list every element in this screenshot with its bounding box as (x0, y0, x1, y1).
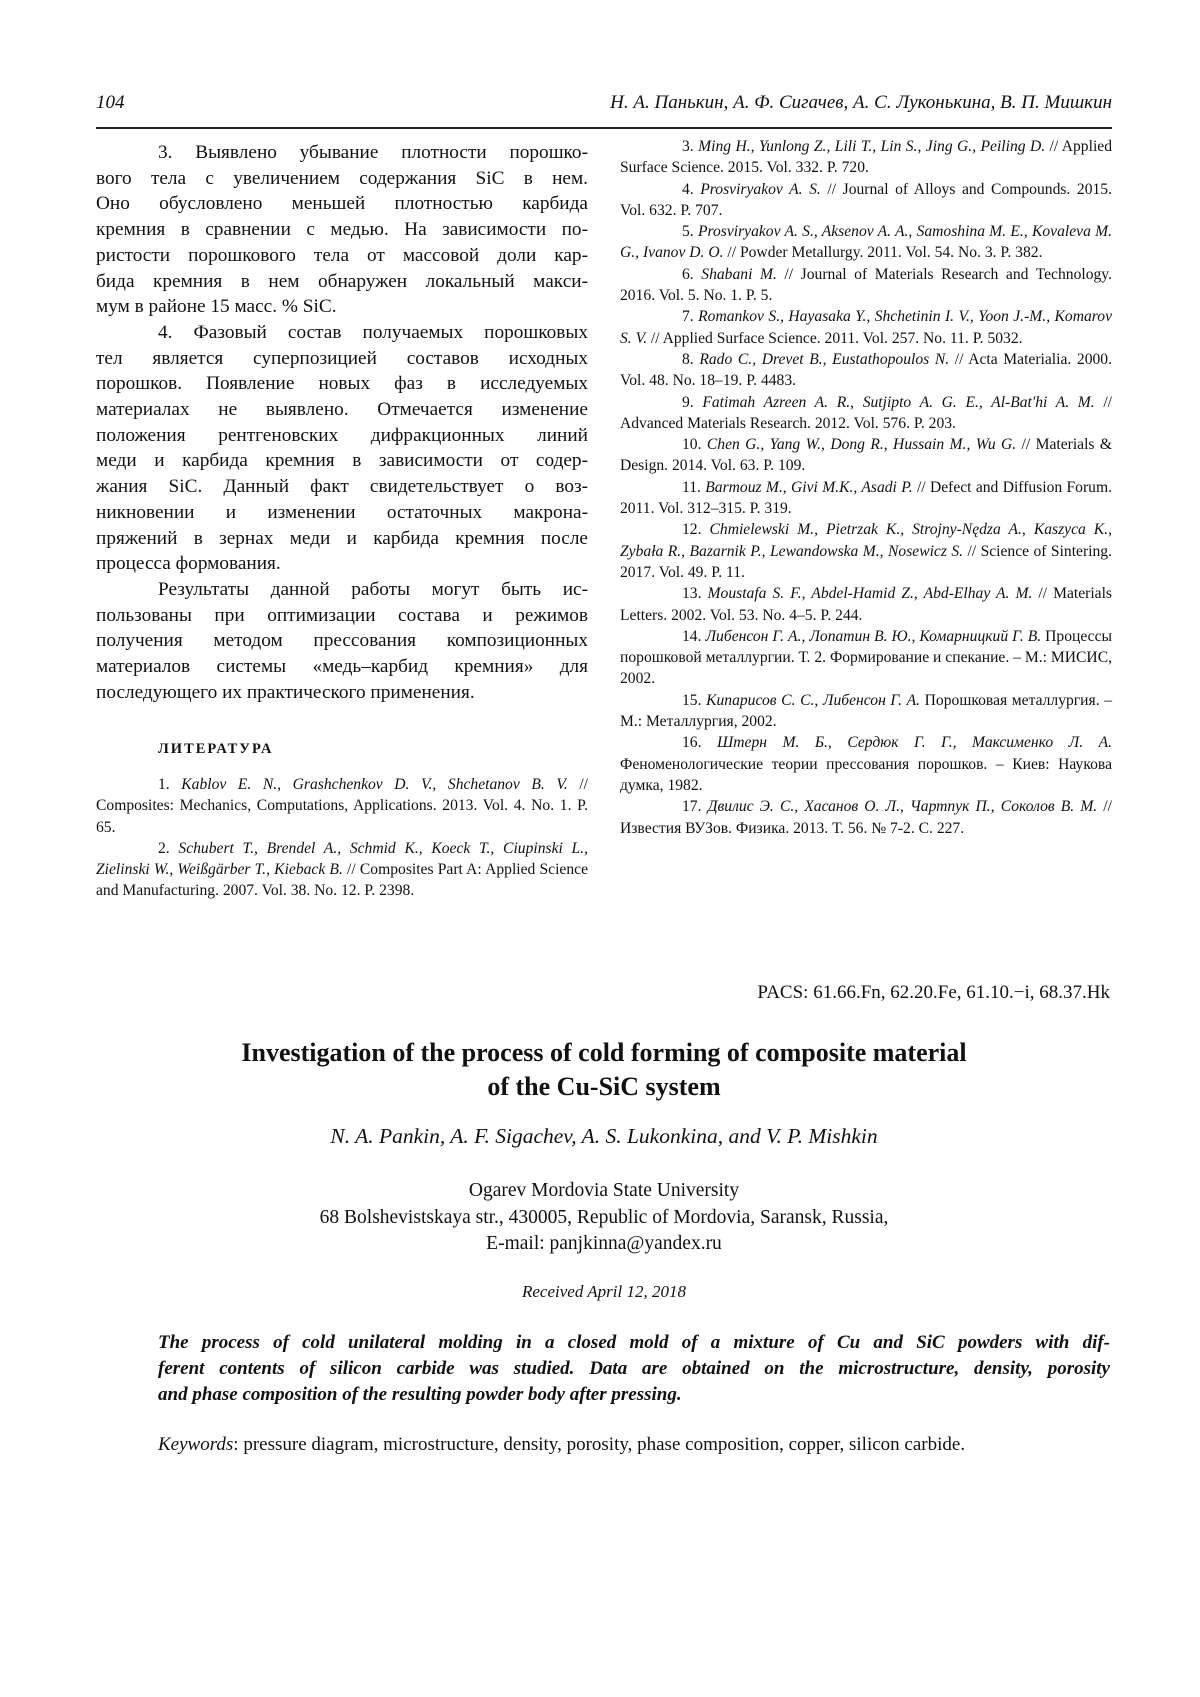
reference-number: 5. (682, 223, 694, 240)
text-line: процесса формования. (96, 551, 588, 577)
keywords-label: Keywords (158, 1434, 233, 1455)
reference-source: // Journal of Alloys and Compounds. 2015. Vol. 632. P. 707. (620, 181, 1112, 219)
reference-number: 3. (682, 138, 694, 155)
reference-source: // Composites: Mechanics, Computations, Applications. 2013. Vol. 4. No. 1. P. 65. (96, 776, 588, 836)
reference-item (96, 838, 588, 902)
affiliation-name: Ogarev Mordovia State University (96, 1178, 1112, 1205)
text-line: никновении и изменении остаточных макрона- (96, 500, 588, 526)
reference-source: Процессы порошковой металлургии. Т. 2. Формирование и спекание. – М.: МИСИС, 2002. (620, 628, 1112, 688)
text-line: жания SiC. Данный факт свидетельствует о воз- (96, 474, 588, 500)
reference-source: // Defect and Diffusion Forum. 2011. Vol. 312–315. P. 319. (620, 479, 1112, 517)
running-header-authors: Н. А. Панькин, А. Ф. Сигачев, А. С. Луконькина, В. П. Мишкин (610, 92, 1112, 114)
text-line: положения рентгеновских дифракционных линий (96, 423, 588, 449)
references-list-right (620, 136, 1112, 839)
reference-source: Порошковая металлургия. – М.: Металлургия, 2002. (620, 692, 1112, 730)
reference-item (620, 179, 1112, 222)
reference-item (620, 221, 1112, 264)
text-line: пряжений в зернах меди и карбида кремния после (96, 526, 588, 552)
reference-item (620, 519, 1112, 583)
reference-number: 7. (682, 308, 694, 325)
reference-item (620, 264, 1112, 307)
reference-item (620, 349, 1112, 392)
reference-number: 2. (158, 840, 170, 857)
article-title (96, 1036, 1112, 1104)
affiliation-address: 68 Bolshevistskaya str., 430005, Republic of Mordovia, Saransk, Russia, (96, 1205, 1112, 1232)
affiliation-email: E-mail: panjkinna@yandex.ru (96, 1231, 1112, 1258)
received-date: Received April 12, 2018 (96, 1282, 1112, 1302)
reference-source: // Powder Metallurgy. 2011. Vol. 54. No. 3. P. 382. (724, 244, 1043, 261)
abstract-line: ferent contents of silicon carbide was studied. Data are obtained on the microstructure, density, porosity (158, 1356, 1110, 1382)
reference-item (620, 583, 1112, 626)
reference-authors: Shabani M. (701, 266, 777, 283)
reference-source: // Journal of Materials Research and Technology. 2016. Vol. 5. No. 1. P. 5. (620, 266, 1112, 304)
page-number: 104 (96, 92, 125, 114)
text-line: кремния в сравнении с медью. На зависимости по- (96, 217, 588, 243)
text-line: 4. Фазовый состав получаемых порошковых (96, 320, 588, 346)
reference-item (620, 392, 1112, 435)
abstract (158, 1330, 1110, 1408)
references-heading: ЛИТЕРАТУРА (158, 741, 273, 758)
reference-authors: Schubert T., Brendel A., Schmid K., Koeck T., Ciupinski L., Zielinski W., Weißgärber T., Kieback B. (96, 840, 588, 878)
text-line: ристости порошкового тела от массовой доли кар- (96, 243, 588, 269)
reference-item (620, 434, 1112, 477)
text-line: порошков. Появление новых фаз в исследуемых (96, 371, 588, 397)
reference-number: 6. (682, 266, 694, 283)
reference-authors: Prosviryakov A. S. (700, 181, 821, 198)
reference-number: 14. (682, 628, 702, 645)
reference-number: 4. (682, 181, 694, 198)
reference-item (620, 796, 1112, 839)
reference-number: 12. (682, 521, 702, 538)
reference-authors: Chen G., Yang W., Dong R., Hussain M., Wu G. (707, 436, 1016, 453)
reference-authors: Кипарисов С. С., Либенсон Г. А. (706, 692, 920, 709)
reference-number: 11. (682, 479, 701, 496)
reference-authors: Chmielewski M., Pietrzak K., Strojny-Nędza A., Kaszyca K., Zybała R., Bazarnik P., Lewandowska M., Nosewicz S. (620, 521, 1112, 559)
abstract-line: and phase composition of the resulting powder body after pressing. (158, 1382, 1110, 1408)
title-line: of the Cu-SiC system (96, 1070, 1112, 1104)
reference-source: // Materials Letters. 2002. Vol. 53. No. 4–5. P. 244. (620, 585, 1112, 623)
text-line: пользованы при оптимизации состава и режимов (96, 603, 588, 629)
keywords (158, 1434, 1118, 1456)
reference-source: // Applied Surface Science. 2015. Vol. 332. P. 720. (620, 138, 1112, 176)
reference-authors: Fatimah Azreen A. R., Sutjipto A. G. E., Al-Bat'hi A. M. (702, 394, 1094, 411)
text-line: получения методом прессования композиционных (96, 628, 588, 654)
text-line: меди и карбида кремния в зависимости от содер- (96, 448, 588, 474)
text-line: последующего их практического применения. (96, 680, 588, 706)
text-line: материалах не выявлено. Отмечается изменение (96, 397, 588, 423)
affiliation (96, 1178, 1112, 1258)
reference-authors: Kablov E. N., Grashchenkov D. V., Shchetanov B. V. (181, 776, 567, 793)
text-line: материалов системы «медь–карбид кремния» для (96, 654, 588, 680)
text-line: бида кремния в нем обнаружен локальный макси- (96, 269, 588, 295)
reference-item (96, 774, 588, 838)
pacs-codes: PACS: 61.66.Fn, 62.20.Fe, 61.10.−i, 68.37.Hk (757, 982, 1110, 1004)
text-line: вого тела с увеличением содержания SiC в нем. (96, 166, 588, 192)
reference-authors: Штерн М. Б., Сердюк Г. Г., Максименко Л. А. (717, 734, 1112, 751)
text-line: Оно обусловлено меньшей плотностью карбида (96, 191, 588, 217)
reference-authors: Romankov S., Hayasaka Y., Shchetinin I. V., Yoon J.-M., Komarov S. V. (620, 308, 1112, 346)
abstract-line: The process of cold unilateral molding in a closed mold of a mixture of Cu and SiC powders with dif- (158, 1330, 1110, 1356)
reference-source: // Materials & Design. 2014. Vol. 63. P. 109. (620, 436, 1112, 474)
reference-item (620, 690, 1112, 733)
reference-authors: Moustafa S. F., Abdel-Hamid Z., Abd-Elhay A. M. (708, 585, 1033, 602)
reference-source: Феноменологические теории прессования порошков. – Киев: Наукова думка, 1982. (620, 756, 1112, 794)
text-line: мум в районе 15 масс. % SiC. (96, 294, 588, 320)
references-list-left (96, 774, 588, 902)
article-authors: N. A. Pankin, A. F. Sigachev, A. S. Lukonkina, and V. P. Mishkin (96, 1124, 1112, 1149)
reference-source: // Science of Sintering. 2017. Vol. 49. P. 11. (620, 543, 1112, 581)
reference-number: 8. (682, 351, 694, 368)
text-line: тел является суперпозицией составов исходных (96, 346, 588, 372)
reference-item (620, 626, 1112, 690)
reference-authors: Двилис Э. С., Хасанов О. Л., Чартпук П., Соколов В. М. (708, 798, 1098, 815)
header-divider (96, 127, 1112, 129)
title-line: Investigation of the process of cold forming of composite material (96, 1036, 1112, 1070)
text-line: Результаты данной работы могут быть ис- (96, 577, 588, 603)
reference-number: 15. (682, 692, 702, 709)
text-line: 3. Выявлено убывание плотности порошко- (96, 140, 588, 166)
reference-authors: Rado C., Drevet B., Eustathopoulos N. (699, 351, 949, 368)
reference-number: 17. (682, 798, 702, 815)
keywords-list: : pressure diagram, microstructure, density, porosity, phase composition, copper, silicon carbide. (233, 1434, 965, 1455)
reference-source: // Advanced Materials Research. 2012. Vol. 576. P. 203. (620, 394, 1112, 432)
reference-source: // Известия ВУЗов. Физика. 2013. Т. 56. № 7-2. С. 227. (620, 798, 1112, 836)
reference-source: // Composites Part A: Applied Science and Manufacturing. 2007. Vol. 38. No. 12. P. 2398. (96, 861, 588, 899)
reference-item (620, 732, 1112, 796)
reference-number: 16. (682, 734, 702, 751)
reference-source: // Applied Surface Science. 2011. Vol. 257. No. 11. P. 5032. (647, 330, 1023, 347)
reference-authors: Либенсон Г. А., Лопатин В. Ю., Комарницкий Г. В. (706, 628, 1042, 645)
reference-number: 9. (682, 394, 694, 411)
reference-number: 13. (682, 585, 702, 602)
reference-authors: Prosviryakov A. S., Aksenov A. A., Samoshina M. E., Kovaleva M. G., Ivanov D. O. (620, 223, 1112, 261)
reference-item (620, 306, 1112, 349)
reference-authors: Barmouz M., Givi M.K., Asadi P. (705, 479, 912, 496)
conclusions-text (96, 140, 588, 705)
reference-number: 1. (158, 776, 170, 793)
reference-item (620, 136, 1112, 179)
reference-source: // Acta Materialia. 2000. Vol. 48. No. 18–19. P. 4483. (620, 351, 1112, 389)
reference-authors: Ming H., Yunlong Z., Lili T., Lin S., Jing G., Peiling D. (698, 138, 1045, 155)
reference-item (620, 477, 1112, 520)
reference-number: 10. (682, 436, 702, 453)
